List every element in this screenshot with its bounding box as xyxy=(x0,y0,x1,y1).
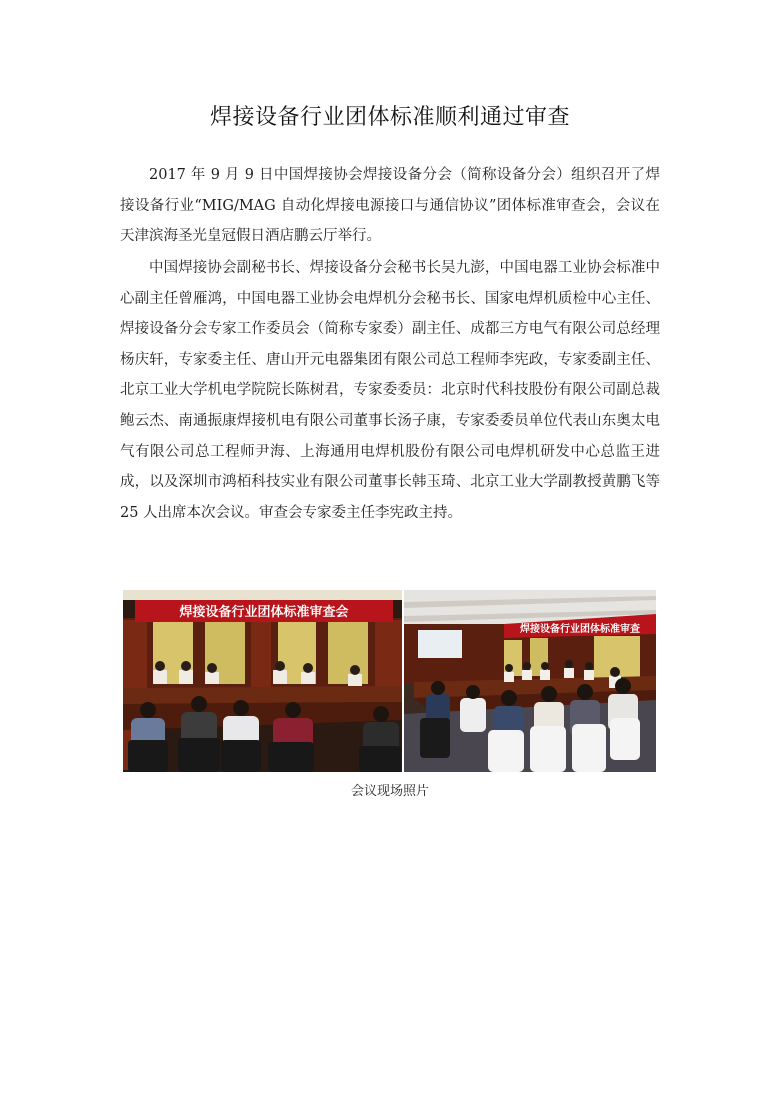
photo-caption: 会议现场照片 xyxy=(350,784,429,799)
meeting-photos xyxy=(123,590,656,772)
banner-text-left: 焊接设备行业团体标准审查会 xyxy=(179,605,349,620)
meeting-photo-left xyxy=(123,590,402,772)
meeting-photo-right xyxy=(404,590,656,772)
article-title: 焊接设备行业团体标准顺利通过审查 xyxy=(209,105,570,130)
banner-text-right: 焊接设备行业团体标准审查 xyxy=(520,624,640,635)
paragraph-1: 2017 年 9 月 9 日中国焊接协会焊接设备分会（简称设备分会）组织召开了焊接设备行业“MIG/MAG 自动化焊接电源接口与通信协议”团体标准审查会，会议在天津滨海圣光皇冠假日酒店鹏云厅举行。 xyxy=(120,167,660,245)
paragraph-2: 中国焊接协会副秘书长、焊接设备分会秘书长吴九澎，中国电器工业协会标准中心副主任曾雁鸿，中国电器工业协会电焊机分会秘书长、国家电焊机质检中心主任、焊接设备分会专家工作委员会（简称专家委）副主任、成都三方电气有限公司总经理杨庆轩，专家委主任、唐山开元电器集团有限公司总工程师李宪政，专家委副主任、北京工业大学机电学院院长陈树君，专家委委员：北京时代科技股份有限公司副总裁鲍云杰、南通振康焊接机电有限公司董事长汤子康，专家委委员单位代表山东奥太电气有限公司总工程师尹海、上海通用电焊机股份有限公司电焊机研发中心总监王进成，以及深圳市鸿栢科技实业有限公司董事长韩玉琦、北京工业大学副教授黄鹏飞等 25 人出席本次会议。审查会专家委主任李宪政主持。 xyxy=(120,260,660,521)
